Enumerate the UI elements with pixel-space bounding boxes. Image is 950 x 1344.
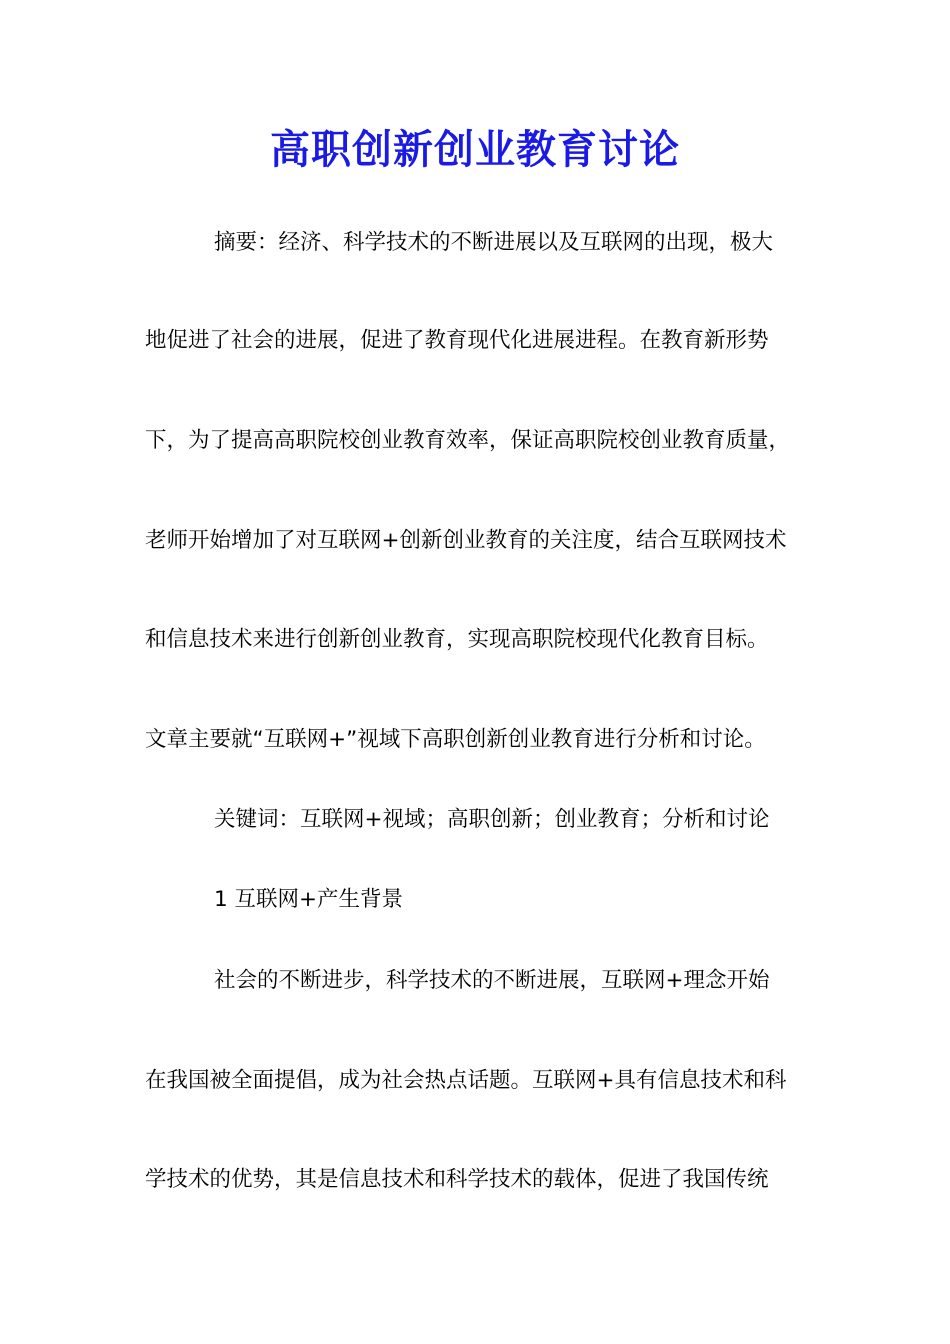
abstract-line-4: 老师开始增加了对互联网+创新创业教育的关注度，结合互联网技术 [145,528,787,553]
keywords-line: 关键词：互联网+视域；高职创新；创业教育；分析和讨论 [214,807,770,832]
abstract-line-1: 摘要：经济、科学技术的不断进展以及互联网的出现，极大 [214,230,774,255]
body-line-3: 学技术的优势，其是信息技术和科学技术的载体，促进了我国传统 [145,1167,769,1192]
body-line-1: 社会的不断进步，科学技术的不断进展，互联网+理念开始 [214,968,770,993]
section-heading: 1 互联网+产生背景 [214,887,404,912]
document-title: 高职创新创业教育讨论 [270,126,680,173]
abstract-line-6: 文章主要就“互联网+”视域下高职创新创业教育进行分析和讨论。 [145,727,766,752]
abstract-line-2: 地促进了社会的进展，促进了教育现代化进展进程。在教育新形势 [145,328,769,353]
body-line-2: 在我国被全面提倡，成为社会热点话题。互联网+具有信息技术和科 [145,1068,787,1093]
abstract-line-5: 和信息技术来进行创新创业教育，实现高职院校现代化教育目标。 [145,627,769,652]
abstract-line-3: 下，为了提高高职院校创业教育效率，保证高职院校创业教育质量， [145,428,791,453]
